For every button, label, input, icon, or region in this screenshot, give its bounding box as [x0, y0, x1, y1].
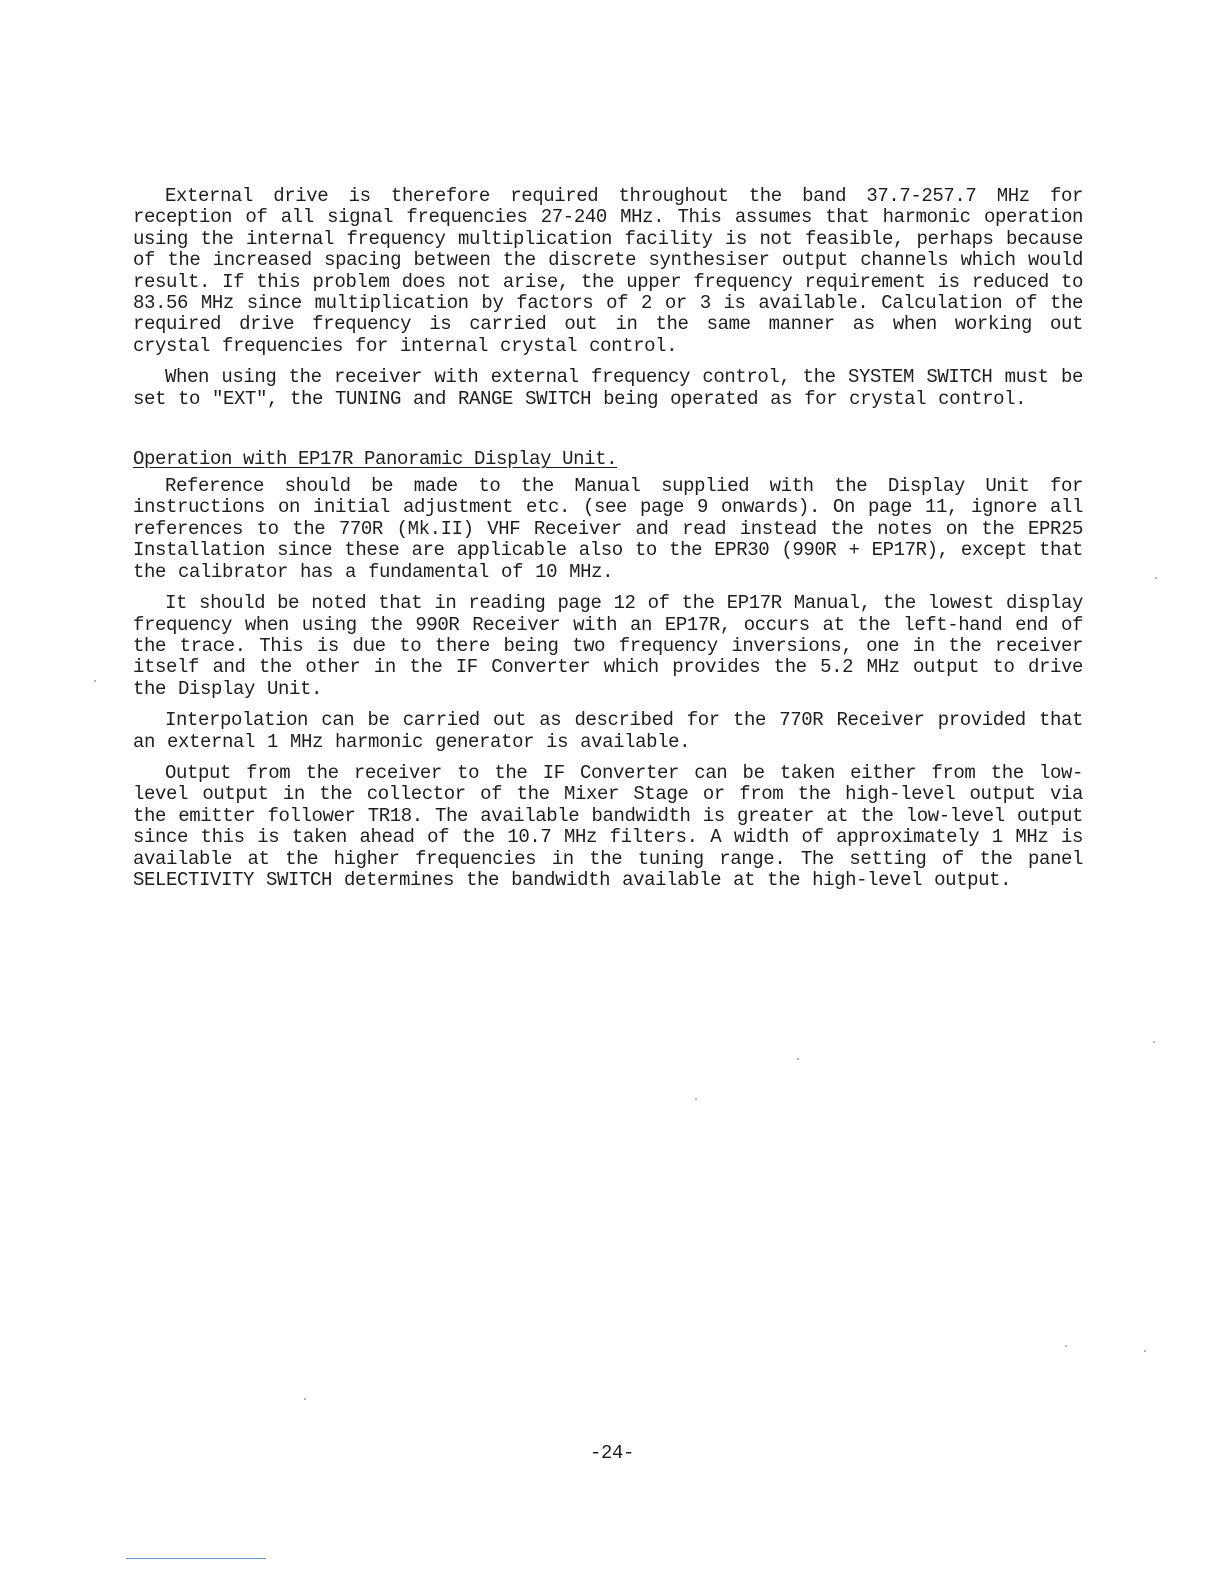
scan-speck	[1144, 1350, 1146, 1352]
scan-edge-line	[126, 1558, 266, 1559]
page-number: -24-	[589, 1442, 634, 1464]
scan-speck	[1065, 1345, 1067, 1347]
paragraph-display-frequency: It should be noted that in reading page 12 of the EP17R Manual, the lowest display frequency when using the 990R Receiver with an EP17R, occurs at the left-hand end of the trace. This is due to there being two frequency inversions, one in the receiver itself and the other in the IF Converter which provides the 5.2 MHz output to drive the Display Unit.	[133, 592, 1083, 700]
scan-speck	[1155, 577, 1157, 579]
paragraph-output: Output from the receiver to the IF Converter can be taken either from the low-level output in the collector of the Mixer Stage or from the high-level output via the emitter follower TR18. The available bandwidth is greater at the low-level output since this is taken ahead of the 10.7 MHz filters. A width of approximately 1 MHz is available at the higher frequencies in the tuning range. The setting of the panel SELECTIVITY SWITCH determines the bandwidth available at the high-level output.	[133, 761, 1083, 891]
paragraph-interpolation: Interpolation can be carried out as described for the 770R Receiver provided that an external 1 MHz harmonic generator is available.	[133, 709, 1083, 753]
scan-speck	[797, 1058, 799, 1060]
paragraph-system-switch: When using the receiver with external frequency control, the SYSTEM SWITCH must be set to "EXT", the TUNING and RANGE SWITCH being operated as for crystal control.	[133, 366, 1083, 410]
scan-speck	[1153, 1041, 1155, 1043]
scan-speck	[695, 1098, 697, 1100]
paragraph-reference-manual: Reference should be made to the Manual supplied with the Display Unit for instructions on initial adjustment etc. (see page 9 onwards). On page 11, ignore all references to the 770R (Mk.II) VHF Receiver and read instead the notes on the EPR25 Installation since these are applicable also to the EPR30 (990R + EP17R), except that the calibrator has a fundamental of 10 MHz.	[133, 475, 1083, 583]
scan-speck	[304, 1398, 306, 1400]
body-text	[133, 186, 1083, 901]
scan-speck	[94, 680, 96, 682]
section-heading: Operation with EP17R Panoramic Display Unit.	[133, 448, 618, 471]
paragraph-external-drive: External drive is therefore required throughout the band 37.7-257.7 MHz for reception of all signal frequencies 27-240 MHz. This assumes that harmonic operation using the internal frequency multiplication facility is not feasible, perhaps because of the increased spacing between the discrete synthesiser output channels which would result. If this problem does not arise, the upper frequency requirement is reduced to 83.56 MHz since multiplication by factors of 2 or 3 is available. Calculation of the required drive frequency is carried out in the same manner as when working out crystal frequencies for internal crystal control.	[133, 185, 1083, 357]
